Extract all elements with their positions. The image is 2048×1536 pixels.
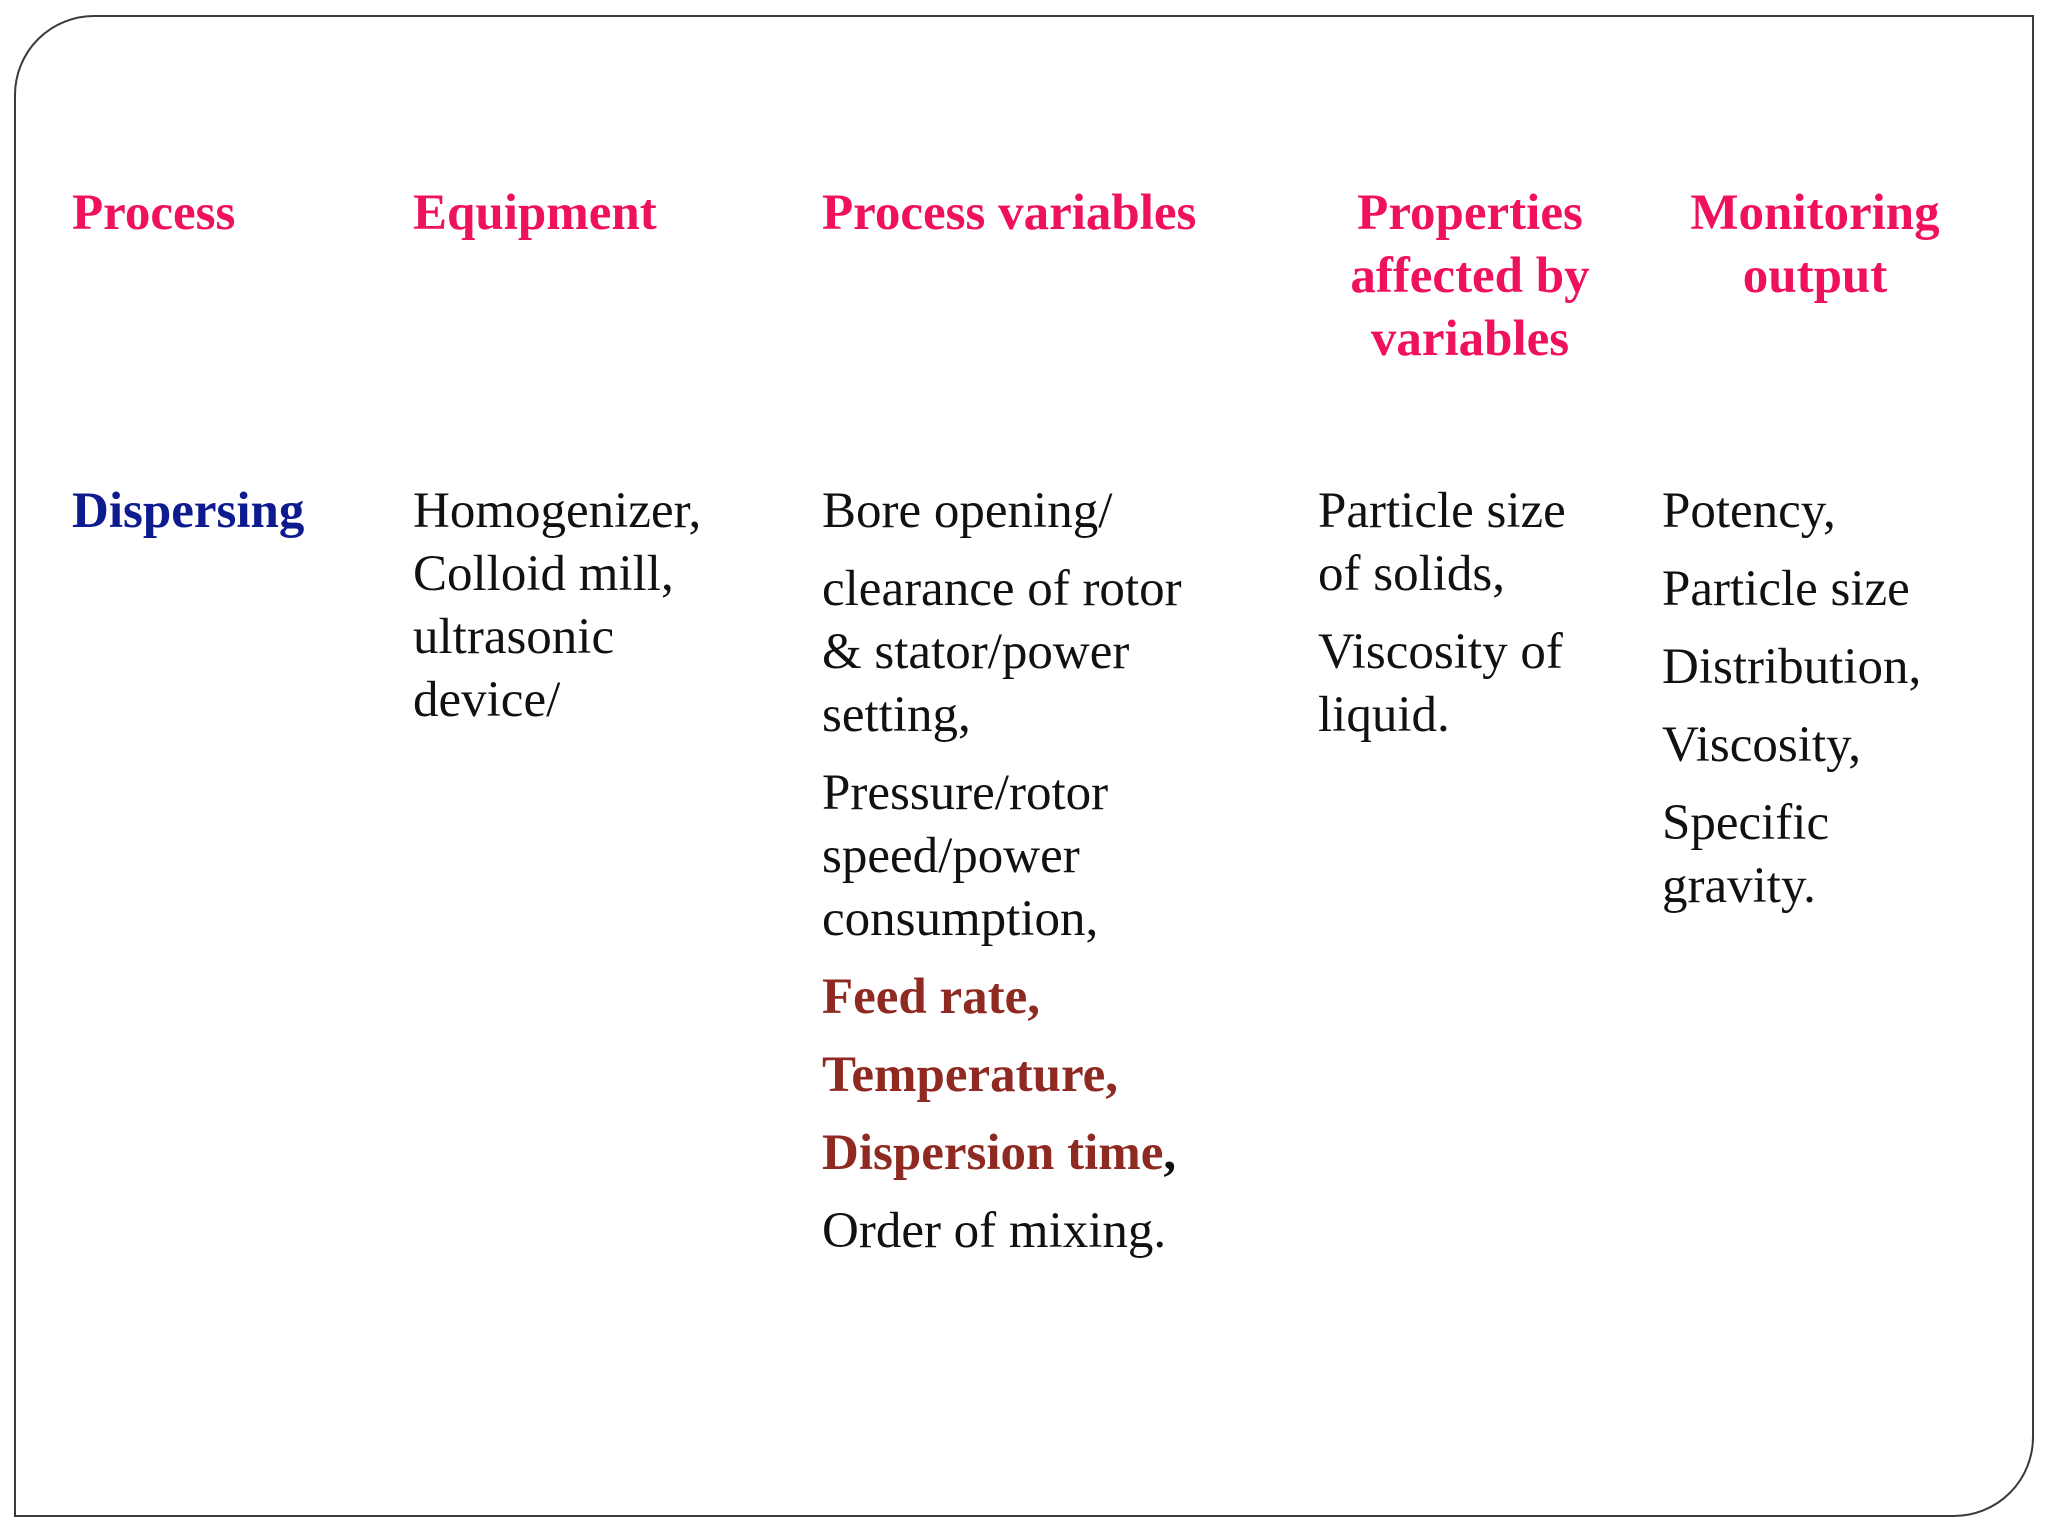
variable-order-of-mixing: Order of mixing. (822, 1203, 1167, 1259)
variable-clearance-line: setting, (822, 687, 971, 743)
monitoring-potency: Potency, (1662, 483, 1836, 539)
cell-monitoring-output (1662, 480, 1921, 918)
header-monitoring-output: Monitoring output (1690, 185, 1940, 304)
dispersion-time-comma: , (1163, 1125, 1177, 1181)
variable-feed-rate: Feed rate, (822, 969, 1041, 1025)
variable-pressure-line: Pressure/rotor (822, 765, 1109, 821)
property-viscosity-line: Viscosity of (1318, 624, 1563, 680)
variable-clearance-line: clearance of rotor (822, 561, 1182, 617)
equipment-line: device/ (413, 672, 561, 728)
variable-pressure-line: speed/power (822, 828, 1080, 884)
monitoring-distribution: Distribution, (1662, 639, 1922, 695)
monitoring-specific: Specific (1662, 795, 1830, 851)
equipment-line: Colloid mill, (413, 546, 674, 602)
header-process-variables: Process variables (822, 185, 1197, 241)
variable-dispersion-time-line (822, 1122, 1182, 1185)
cell-process (72, 480, 304, 543)
monitoring-gravity: gravity. (1662, 858, 1816, 914)
property-particle-line: of solids, (1318, 546, 1506, 602)
property-particle-line: Particle size (1318, 483, 1566, 539)
variable-pressure-line: consumption, (822, 891, 1099, 947)
header-properties-affected: Properties affected by variables (1350, 185, 1590, 367)
variable-clearance-line: & stator/power (822, 624, 1130, 680)
cell-process-variables (822, 480, 1182, 1263)
equipment-line: ultrasonic (413, 609, 615, 665)
cell-equipment (413, 480, 701, 732)
header-process: Process (72, 185, 236, 241)
property-viscosity-line: liquid. (1318, 687, 1450, 743)
process-name: Dispersing (72, 483, 305, 539)
monitoring-viscosity: Viscosity, (1662, 717, 1862, 773)
header-equipment: Equipment (413, 185, 657, 241)
variable-bore-opening: Bore opening/ (822, 483, 1113, 539)
variable-dispersion-time: Dispersion time (822, 1125, 1164, 1181)
cell-properties-affected (1318, 480, 1566, 747)
monitoring-particle-size: Particle size (1662, 561, 1910, 617)
variable-temperature: Temperature, (822, 1047, 1119, 1103)
equipment-line: Homogenizer, (413, 483, 702, 539)
